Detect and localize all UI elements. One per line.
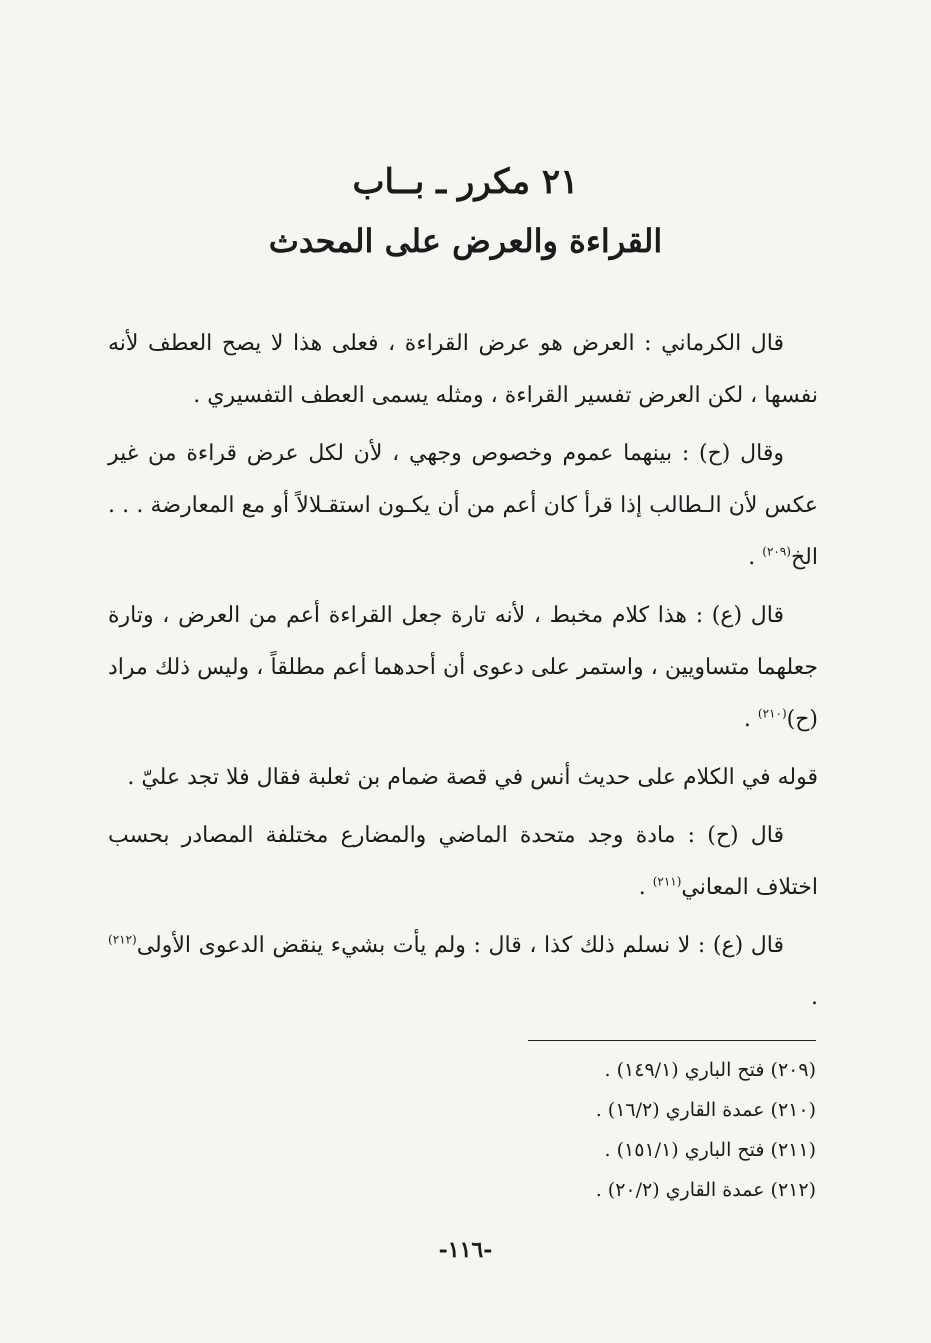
footnote: (٢٠٩) فتح الباري (١٤٩/١) . [604,1059,816,1081]
footnote: (٢١٠) عمدة القاري (١٦/٢) . [595,1099,816,1121]
footnote-ref: (٢١٠) [757,706,787,721]
page-number: -١١٦- [438,1237,493,1263]
footnote-divider [528,1040,816,1041]
footnote-ref: (٢١١) [652,874,682,889]
footnotes [400,1050,816,1210]
chapter-title: القراءة والعرض على المحدث [268,222,663,260]
paragraph: قوله في الكلام على حديث أنس في قصة ضمام بن ثعلبة فقال فلا تجد عليّ . [127,765,818,790]
chapter-heading: ٢١ مكرر ـ بــاب [352,162,579,202]
footnote-ref: (٢٠٩) [762,544,791,559]
paragraph: قال (ع) : هذا كلام مخبط ، لأنه تارة جعل القراءة أعم من العرض ، وتارة جعلهما متساويين ، واستمر على دعوى أن أحدهما أعم مطلقاً ، وليس ذلك مراد (ح)$^{(٢١٠)}$ . [108,603,818,732]
footnote-ref: (٢١٢) [108,932,137,947]
paragraph: قال (ع) : لا نسلم ذلك كذا ، قال : ولم يأت بشيء ينقض الدعوى الأولى$^{(٢١٢)}$ . [108,932,818,1010]
paragraph: وقال (ح) : بينهما عموم وخصوص وجهي ، لأن لكل عرض قراءة من غير عكس لأن الـطالب إذا قرأ كان أعم من أن يكـون استقـلالاً أو مع المعارضة . . . الخ$^{(٢٠٩)}$ . [108,441,818,570]
footnote: (٢١٢) عمدة القاري (٢٠/٢) . [595,1179,816,1201]
paragraph: قال الكرماني : العرض هو عرض القراءة ، فعلى هذا لا يصح العطف لأنه نفسها ، لكن العرض تفسير القراءة ، ومثله يسمى العطف التفسيري . [108,331,818,408]
footnote: (٢١١) فتح الباري (١٥١/١) . [604,1139,816,1161]
body-text [108,318,818,1030]
paragraph: قال (ح) : مادة وجد متحدة الماضي والمضارع مختلفة المصادر بحسب اختلاف المعاني$^{(٢١١)}$ . [108,823,818,900]
